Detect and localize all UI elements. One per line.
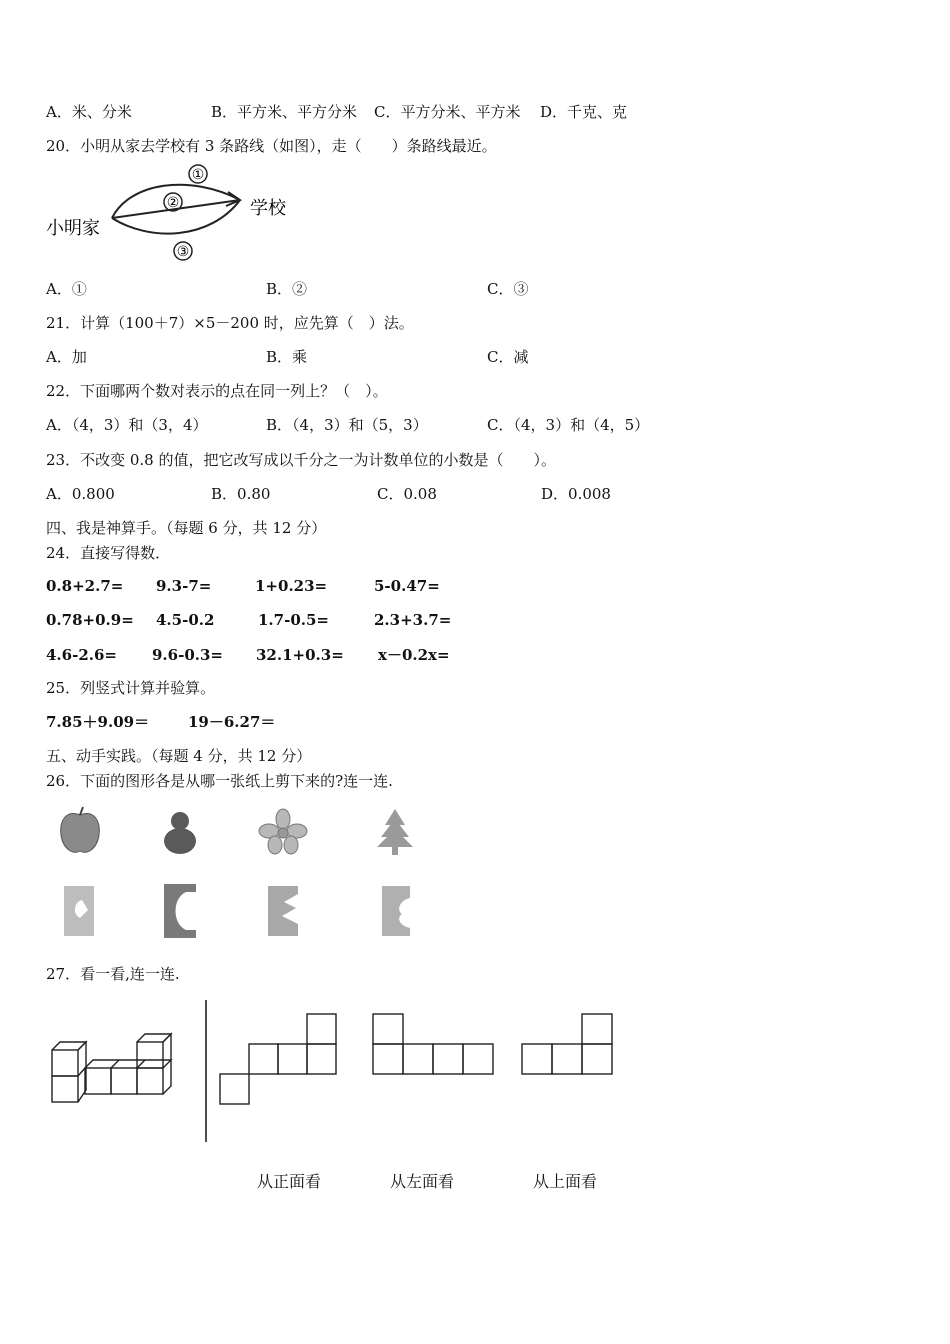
q19-option-d[interactable]: D．千克、克 (540, 103, 628, 121)
gourd-shape (164, 812, 196, 854)
q19-option-b[interactable]: B．平方米、平方分米 (211, 103, 358, 121)
q23-option-c[interactable]: C．0.08 (377, 485, 437, 503)
q23-option-a[interactable]: A．0.800 (46, 485, 115, 503)
q23-stem: 23．不改变 0.8 的值，把它改写成以千分之一为计数单位的小数是（ ）。 (46, 451, 556, 469)
q22-option-a[interactable]: A．（4，3）和（3，4） (46, 416, 208, 434)
cutout-shapes (55, 805, 435, 860)
view-label-left[interactable]: 从左面看 (390, 1172, 455, 1191)
q22-stem: 22．下面哪两个数对表示的点在同一列上？（ ）。 (46, 382, 388, 400)
calc-item: 4.5-0.2 (156, 611, 215, 629)
calc-item: 2.3+3.7= (374, 611, 452, 629)
home-label: 小明家 (46, 218, 100, 239)
q24-stem: 24．直接写得数． (46, 544, 171, 562)
paper-sheet-3 (268, 886, 298, 936)
paper-sheet-4 (382, 886, 410, 936)
calc-item: 4.6-2.6= (46, 646, 117, 664)
paper-sheet-1 (64, 886, 94, 936)
q21-option-b[interactable]: B．乘 (266, 348, 308, 366)
q21-option-c[interactable]: C．减 (487, 348, 529, 366)
section-4-heading: 四、我是神算手。（每题 6 分，共 12 分） (46, 519, 327, 537)
calc-item: x－0.2x= (378, 646, 450, 664)
tree-shape (377, 809, 413, 855)
q22-option-c[interactable]: C．（4，3）和（4，5） (487, 416, 650, 434)
calc-item: 0.8+2.7= (46, 577, 124, 595)
route-3-label: ③ (176, 244, 190, 260)
vertical-calc-item: 19－6.27＝ (188, 713, 276, 731)
vertical-calc-item: 7.85＋9.09＝ (46, 713, 150, 731)
school-label: 学校 (250, 198, 286, 219)
cube-stack-3d (52, 1034, 171, 1102)
q27-stem: 27．看一看,连一连. (46, 965, 180, 983)
section-5-heading: 五、动手实践。（每题 4 分，共 12 分） (46, 747, 312, 765)
view-label-front[interactable]: 从正面看 (257, 1172, 322, 1191)
calc-item: 1+0.23= (255, 577, 328, 595)
paper-sheet-2 (164, 884, 196, 938)
apple-shape (61, 807, 100, 852)
q20-stem: 20．小明从家去学校有 3 条路线（如图），走（ ）条路线最近。 (46, 137, 497, 155)
cube-views-figure (40, 998, 630, 1148)
q19-option-c[interactable]: C．平方分米、平方米 (374, 103, 521, 121)
q21-stem: 21．计算（100＋7）×5－200 时，应先算（ ）法。 (46, 314, 414, 332)
route-map-figure (40, 160, 310, 268)
view-shape-a (220, 1014, 336, 1104)
q26-stem: 26．下面的图形各是从哪一张纸上剪下来的?连一连. (46, 772, 393, 790)
route-2-label: ② (166, 195, 180, 211)
calc-item: 0.78+0.9= (46, 611, 134, 629)
q23-option-b[interactable]: B．0.80 (211, 485, 271, 503)
flower-shape (259, 809, 307, 854)
route-1-label: ① (191, 167, 205, 183)
view-shape-b (373, 1014, 493, 1074)
q20-option-a[interactable]: A．① (46, 280, 87, 298)
q21-option-a[interactable]: A．加 (46, 348, 87, 366)
view-label-top[interactable]: 从上面看 (533, 1172, 598, 1191)
paper-sheets (60, 880, 420, 942)
calc-item: 5-0.47= (374, 577, 440, 595)
q25-stem: 25．列竖式计算并验算。 (46, 679, 216, 697)
calc-item: 9.3-7= (156, 577, 212, 595)
calc-item: 1.7-0.5= (258, 611, 329, 629)
calc-item: 32.1+0.3= (256, 646, 344, 664)
calc-item: 9.6-0.3= (152, 646, 223, 664)
q22-option-b[interactable]: B．（4，3）和（5，3） (266, 416, 428, 434)
q23-option-d[interactable]: D．0.008 (541, 485, 611, 503)
q20-option-c[interactable]: C．③ (487, 280, 529, 298)
q20-option-b[interactable]: B．② (266, 280, 308, 298)
q19-option-a[interactable]: A．米、分米 (46, 103, 132, 121)
view-shape-c (522, 1014, 612, 1074)
